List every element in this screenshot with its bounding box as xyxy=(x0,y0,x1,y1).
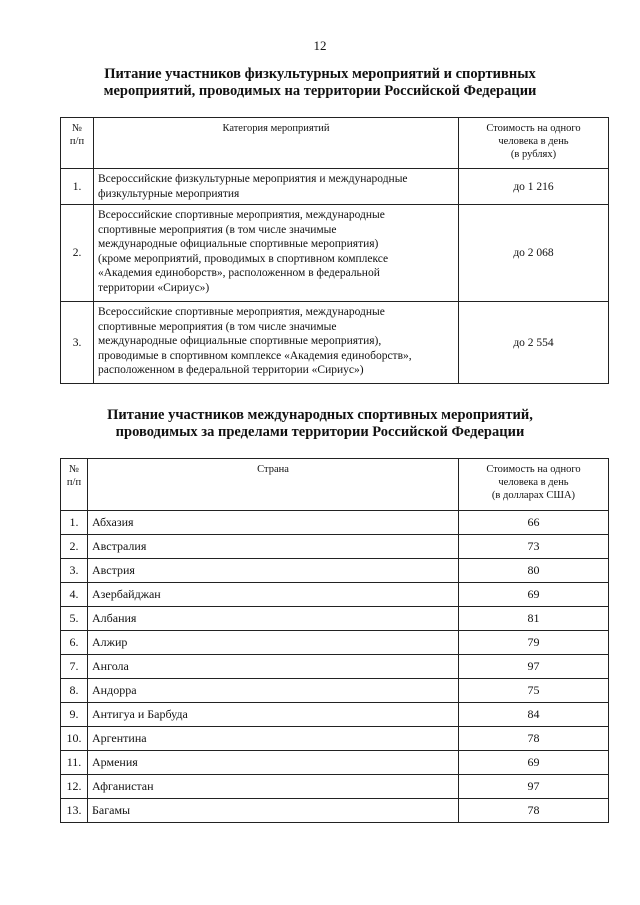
section2-heading-line: Питание участников международных спортивных мероприятий, xyxy=(107,407,533,423)
row-num: 4. xyxy=(61,583,88,607)
row-num: 7. xyxy=(61,655,88,679)
table-row xyxy=(61,727,609,751)
col-header-num-line: п/п xyxy=(69,136,85,147)
row-country: Антигуа и Барбуда xyxy=(88,703,459,727)
row-country: Аргентина xyxy=(88,727,459,751)
row-country: Андорра xyxy=(88,679,459,703)
section2-heading-line: проводимых за пределами территории Российской Федерации xyxy=(115,424,525,440)
category-line: территории «Сириус») xyxy=(98,281,210,294)
table-row xyxy=(61,799,609,823)
country-rows xyxy=(61,511,609,823)
row-country: Армения xyxy=(88,751,459,775)
table-row xyxy=(61,583,609,607)
col-header-num-line: № xyxy=(68,464,80,475)
col-header-cost-line: (в долларах США) xyxy=(491,490,576,501)
row-country: Афганистан xyxy=(88,775,459,799)
row-cost: 81 xyxy=(459,607,609,631)
category-line: международные официальные спортивные мероприятия) xyxy=(98,238,379,250)
page-number: 12 xyxy=(313,38,327,53)
row-cost: 79 xyxy=(459,631,609,655)
row-category xyxy=(94,302,459,384)
row-cost: 73 xyxy=(459,535,609,559)
row-cost: до 1 216 xyxy=(459,169,609,205)
row-num: 13. xyxy=(61,799,88,823)
row-country: Алжир xyxy=(88,631,459,655)
row-cost: 69 xyxy=(459,751,609,775)
row-country: Ангола xyxy=(88,655,459,679)
category-line: международные официальные спортивные мероприятия), xyxy=(98,335,382,347)
row-num: 10. xyxy=(61,727,88,751)
domestic-meals-table xyxy=(60,117,609,384)
row-num: 6. xyxy=(61,631,88,655)
col-header-country: Страна xyxy=(88,459,459,511)
table-row xyxy=(61,751,609,775)
table-row xyxy=(61,775,609,799)
row-country: Албания xyxy=(88,607,459,631)
category-line: «Академия единоборств», расположенном в федеральной xyxy=(98,267,380,279)
table-row xyxy=(61,302,609,384)
row-country: Азербайджан xyxy=(88,583,459,607)
row-num: 5. xyxy=(61,607,88,631)
row-cost: 80 xyxy=(459,559,609,583)
row-cost: 78 xyxy=(459,799,609,823)
col-header-category: Категория мероприятий xyxy=(94,118,459,169)
col-header-cost-line: Стоимость на одного xyxy=(486,123,581,134)
category-line: спортивные мероприятия (в том числе значимые xyxy=(98,223,337,236)
row-cost: 97 xyxy=(459,655,609,679)
category-line: Всероссийские спортивные мероприятия, международные xyxy=(98,209,385,221)
row-category xyxy=(94,169,459,205)
row-cost: 69 xyxy=(459,583,609,607)
section1-heading-line: мероприятий, проводимых на территории Российской Федерации xyxy=(103,83,537,99)
category-line: расположенном в федеральной территории «Сириус») xyxy=(98,364,364,376)
table-row xyxy=(61,607,609,631)
row-num: 3. xyxy=(61,559,88,583)
category-line: (кроме мероприятий, проводимых в спортивном комплексе xyxy=(98,252,389,265)
table-row xyxy=(61,631,609,655)
table-row xyxy=(61,169,609,205)
row-cost: 75 xyxy=(459,679,609,703)
table-header-row xyxy=(61,459,609,511)
row-cost: 66 xyxy=(459,511,609,535)
row-num: 1. xyxy=(61,169,94,205)
row-cost: до 2 068 xyxy=(459,205,609,302)
row-num: 2. xyxy=(61,535,88,559)
col-header-num xyxy=(61,118,94,169)
row-country: Багамы xyxy=(88,799,459,823)
table-row xyxy=(61,559,609,583)
category-line: Всероссийские физкультурные мероприятия и международные xyxy=(98,173,408,185)
col-header-cost-line: человека в день xyxy=(498,477,569,488)
col-header-num-line: № xyxy=(71,123,83,134)
col-header-cost-line: Стоимость на одного xyxy=(486,464,581,475)
row-num: 1. xyxy=(61,511,88,535)
category-line: Всероссийские спортивные мероприятия, международные xyxy=(98,306,385,318)
section1-heading-line: Питание участников физкультурных мероприятий и спортивных xyxy=(104,66,536,82)
row-num: 9. xyxy=(61,703,88,727)
col-header-cost xyxy=(459,118,609,169)
col-header-cost-line: человека в день xyxy=(498,136,569,147)
table-row xyxy=(61,511,609,535)
row-cost: 84 xyxy=(459,703,609,727)
row-num: 2. xyxy=(61,205,94,302)
table-row xyxy=(61,655,609,679)
row-category xyxy=(94,205,459,302)
col-header-num-line: п/п xyxy=(66,477,82,488)
row-country: Австралия xyxy=(88,535,459,559)
table-row xyxy=(61,679,609,703)
category-line: проводимые в спортивном комплексе «Академия единоборств», xyxy=(98,349,412,362)
row-num: 8. xyxy=(61,679,88,703)
table-row xyxy=(61,703,609,727)
row-cost: до 2 554 xyxy=(459,302,609,384)
category-line: спортивные мероприятия (в том числе значимые xyxy=(98,320,337,333)
section2-heading xyxy=(70,407,570,441)
row-country: Австрия xyxy=(88,559,459,583)
row-cost: 78 xyxy=(459,727,609,751)
row-country: Абхазия xyxy=(88,511,459,535)
row-num: 12. xyxy=(61,775,88,799)
col-header-num xyxy=(61,459,88,511)
col-header-cost-line: (в рублях) xyxy=(510,149,557,160)
row-num: 11. xyxy=(61,751,88,775)
table-header-row xyxy=(61,118,609,169)
table-row xyxy=(61,205,609,302)
category-line: физкультурные мероприятия xyxy=(98,187,240,200)
international-meals-table xyxy=(60,458,609,823)
table-row xyxy=(61,535,609,559)
section1-heading xyxy=(70,66,570,100)
col-header-cost xyxy=(459,459,609,511)
row-cost: 97 xyxy=(459,775,609,799)
row-num: 3. xyxy=(61,302,94,384)
